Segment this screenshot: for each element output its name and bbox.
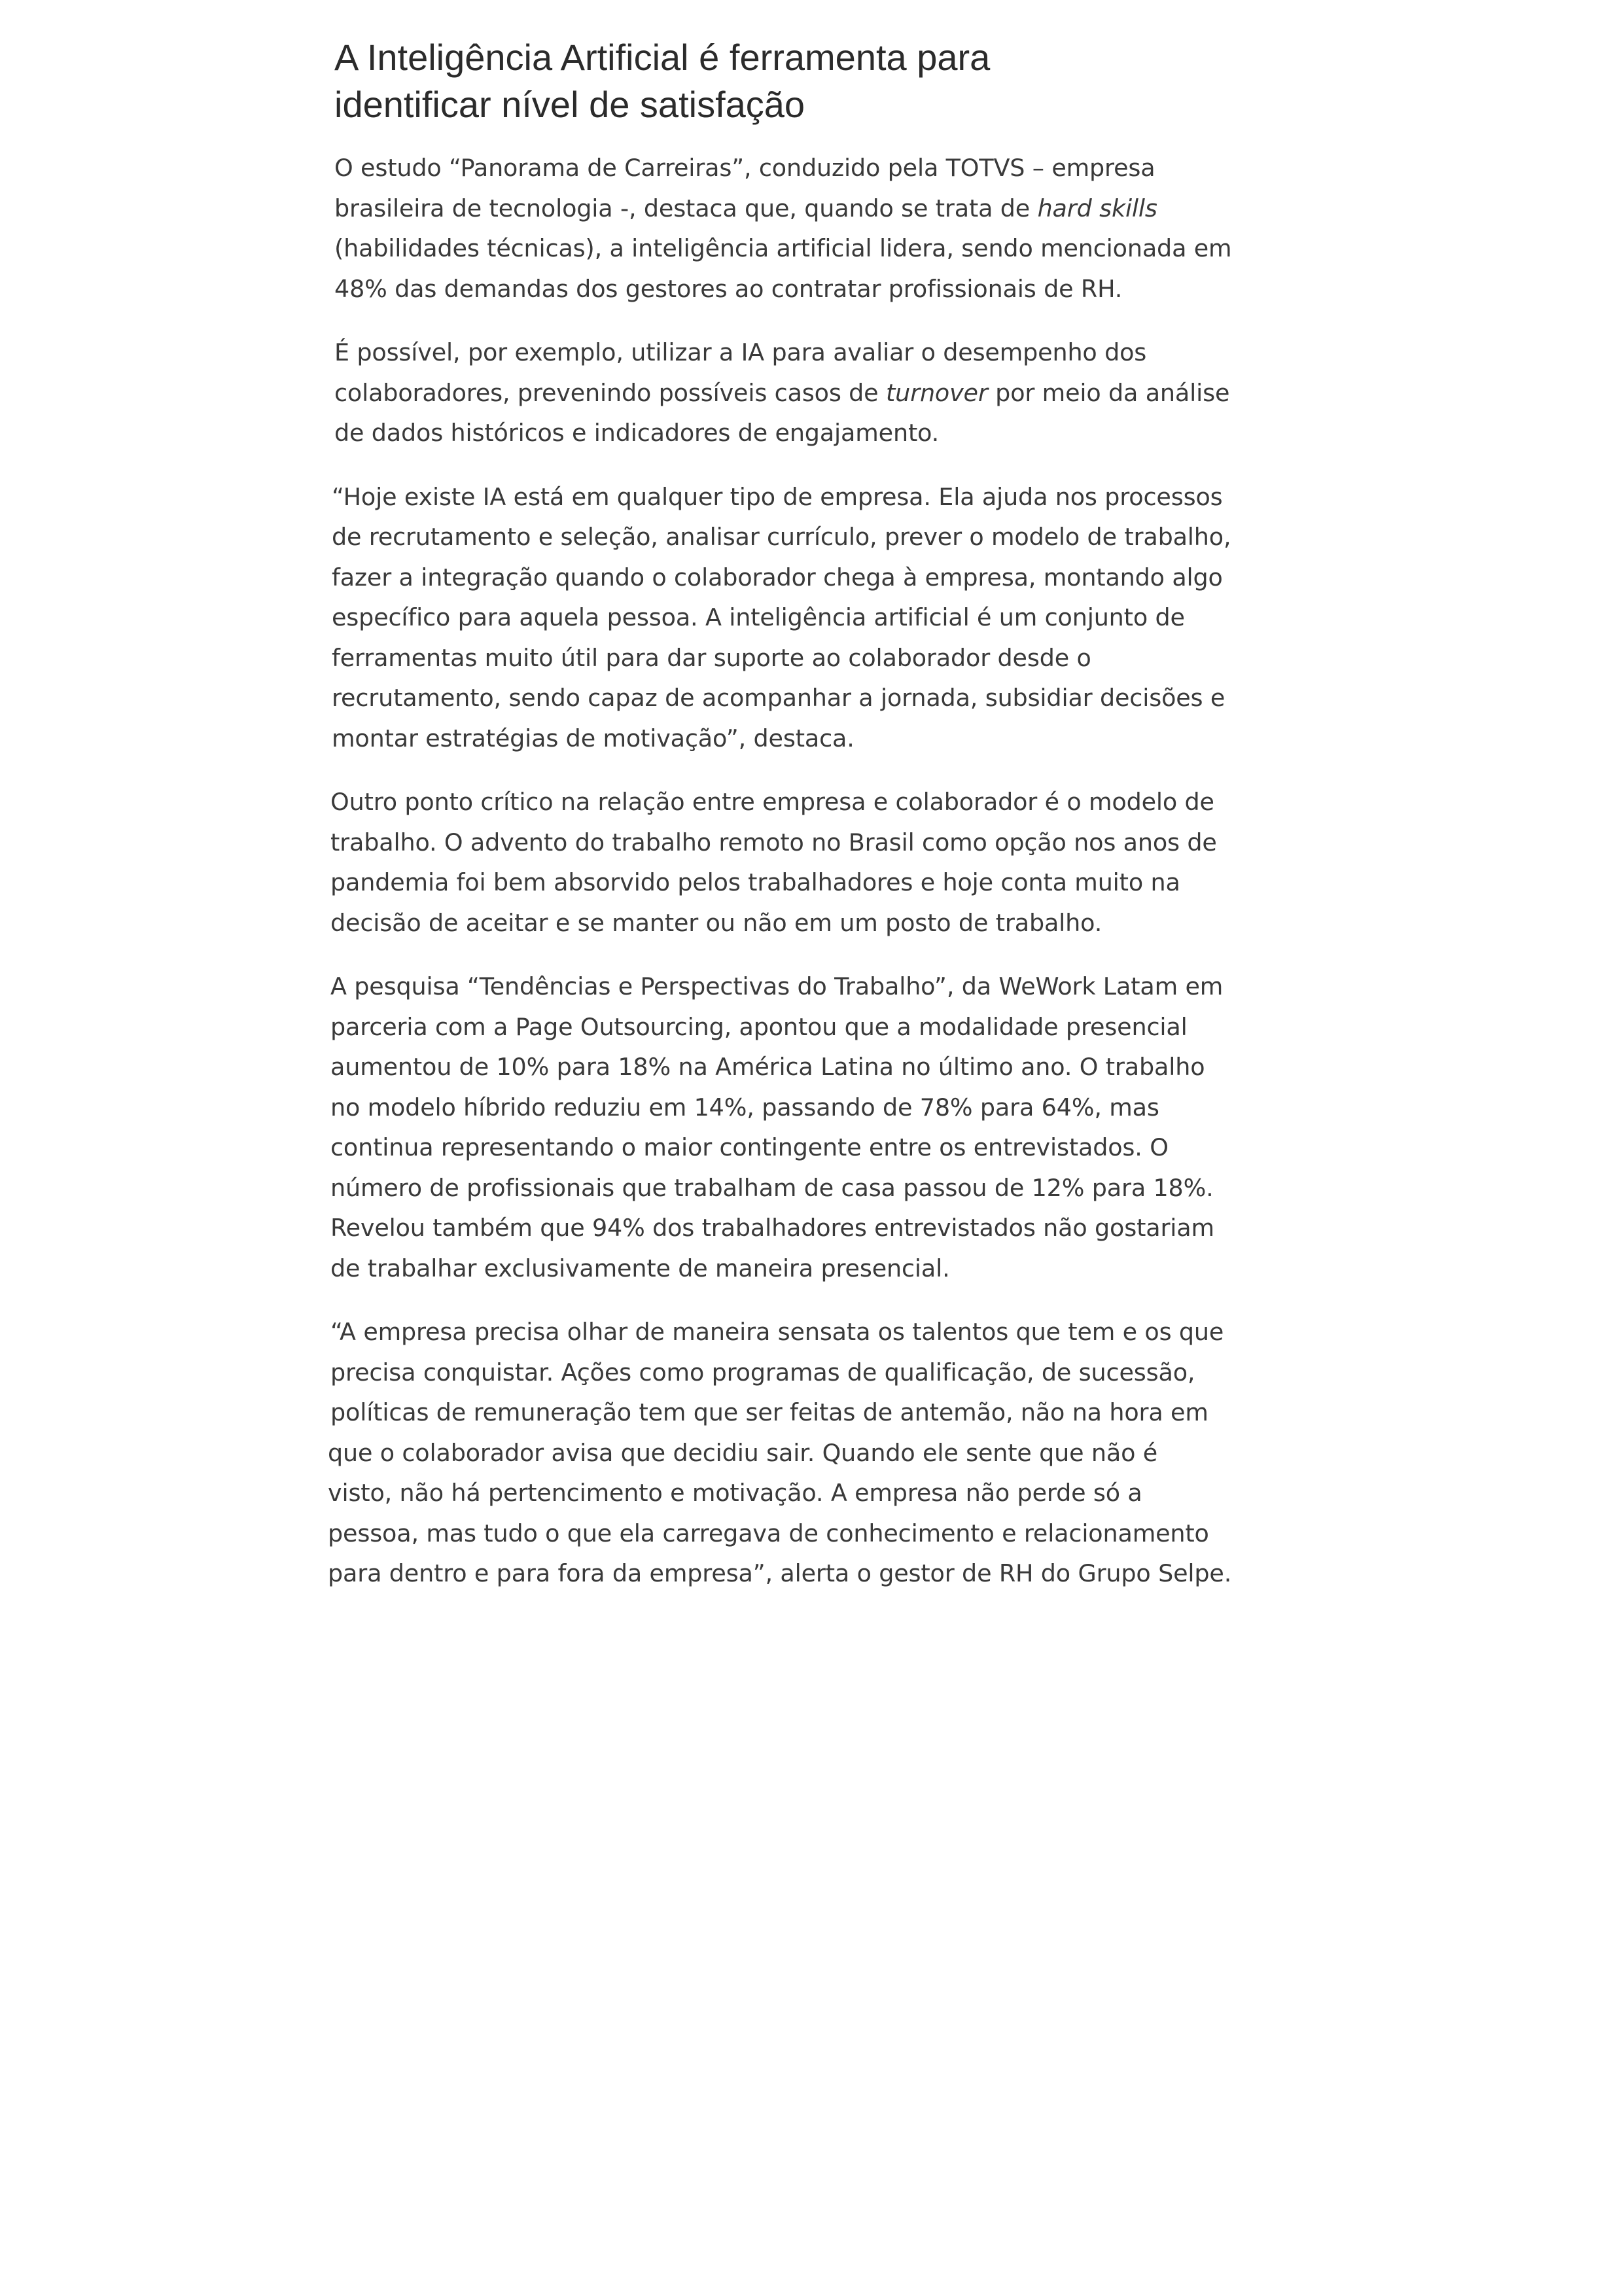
text-line: precisa conquistar. Ações como programas de qualificação, de sucessão, <box>330 1358 1195 1386</box>
text-line: para dentro e para fora da empresa”, alerta o gestor de RH do Grupo Selpe. <box>328 1559 1232 1587</box>
text-line: políticas de remuneração tem que ser feitas de antemão, não na hora em <box>330 1398 1208 1426</box>
article <box>330 34 1276 1617</box>
text-line: visto, não há pertencimento e motivação. A empresa não perde só a <box>328 1479 1142 1507</box>
text-line <box>334 373 1276 414</box>
paragraph-quote-ia <box>332 477 1276 759</box>
text-line: pessoa, mas tudo o que ela carregava de conhecimento e relacionamento <box>328 1519 1209 1547</box>
text-segment: brasileira de tecnologia -, destaca que, quando se trata de <box>334 194 1038 222</box>
paragraph-avaliar-desempenho <box>334 332 1276 453</box>
title-line: identificar nível de satisfação <box>334 84 805 125</box>
emphasis-hard-skills: hard skills <box>1037 194 1157 222</box>
paragraph-panorama-carreiras <box>334 148 1276 309</box>
text-line: pandemia foi bem absorvido pelos trabalhadores e hoje conta muito na <box>330 868 1180 896</box>
text-line: decisão de aceitar e se manter ou não em um posto de trabalho. <box>330 908 1102 937</box>
text-line: específico para aquela pessoa. A inteligência artificial é um conjunto de <box>332 603 1185 631</box>
text-line: “A empresa precisa olhar de maneira sensata os talentos que tem e os que <box>330 1318 1224 1346</box>
article-title <box>334 34 1152 128</box>
text-line: que o colaborador avisa que decidiu sair. Quando ele sente que não é <box>328 1438 1158 1467</box>
text-segment: colaboradores, prevenindo possíveis casos de <box>334 378 886 407</box>
text-line: montar estratégias de motivação”, destaca. <box>332 724 855 752</box>
paragraph-pesquisa-wework <box>330 966 1276 1288</box>
text-line: de recrutamento e seleção, analisar currículo, prever o modelo de trabalho, <box>332 523 1231 551</box>
paragraph-modelo-trabalho <box>330 782 1276 943</box>
text-line: continua representando o maior contingente entre os entrevistados. O <box>330 1133 1169 1161</box>
text-line: “Hoje existe IA está em qualquer tipo de empresa. Ela ajuda nos processos <box>332 482 1223 511</box>
emphasis-turnover: turnover <box>885 378 988 407</box>
text-line: fazer a integração quando o colaborador chega à empresa, montando algo <box>332 563 1223 592</box>
text-line: no modelo híbrido reduziu em 14%, passando de 78% para 64%, mas <box>330 1093 1159 1122</box>
text-line: Revelou também que 94% dos trabalhadores entrevistados não gostariam <box>330 1214 1214 1242</box>
text-line: de trabalhar exclusivamente de maneira presencial. <box>330 1254 950 1282</box>
text-line: número de profissionais que trabalham de casa passou de 12% para 18%. <box>330 1173 1214 1202</box>
text-line: (habilidades técnicas), a inteligência artificial lidera, sendo mencionada em <box>334 234 1232 262</box>
text-line: trabalho. O advento do trabalho remoto no Brasil como opção nos anos de <box>330 828 1217 857</box>
text-line: recrutamento, sendo capaz de acompanhar a jornada, subsidiar decisões e <box>332 684 1225 712</box>
text-line: Outro ponto crítico na relação entre empresa e colaborador é o modelo de <box>330 788 1214 816</box>
paragraph-quote-gestor-rh <box>330 1312 1276 1594</box>
title-line: A Inteligência Artificial é ferramenta para <box>334 37 991 78</box>
text-line: ferramentas muito útil para dar suporte ao colaborador desde o <box>332 643 1091 672</box>
text-line: É possível, por exemplo, utilizar a IA para avaliar o desempenho dos <box>334 338 1147 366</box>
text-line: de dados históricos e indicadores de engajamento. <box>334 419 940 447</box>
text-line: O estudo “Panorama de Carreiras”, conduzido pela TOTVS – empresa <box>334 154 1155 182</box>
text-line: parceria com a Page Outsourcing, apontou que a modalidade presencial <box>330 1012 1188 1041</box>
text-line <box>334 188 1276 229</box>
text-line: A pesquisa “Tendências e Perspectivas do Trabalho”, da WeWork Latam em <box>330 972 1224 1000</box>
text-segment: por meio da análise <box>987 378 1230 407</box>
text-line: 48% das demandas dos gestores ao contratar profissionais de RH. <box>334 274 1123 303</box>
text-line: aumentou de 10% para 18% na América Latina no último ano. O trabalho <box>330 1053 1205 1081</box>
